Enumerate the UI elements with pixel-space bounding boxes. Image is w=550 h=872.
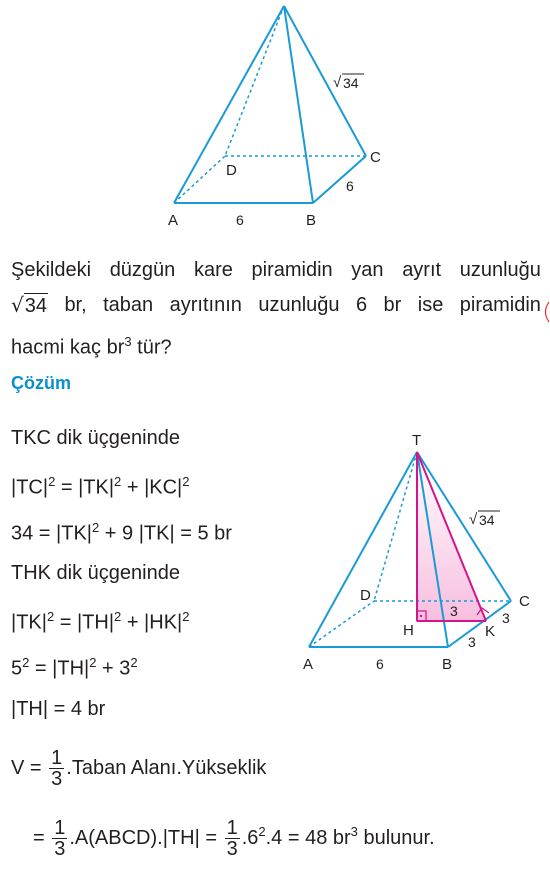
q2-w8: piramidin (459, 294, 541, 316)
question-line-1 (11, 258, 541, 282)
label-T: T (412, 432, 422, 449)
step-numeric: $5^2 = |TH|^2 + 3^2$ (11, 655, 138, 680)
step-thk: THK dik üçgeninde (11, 562, 180, 584)
question-line-2 (11, 293, 541, 318)
sqrt-symbol: √ (469, 511, 478, 528)
volume-formula: V = $\frac{1}{3}$ .Taban Alanı.Yükseklik (11, 747, 267, 790)
label-H: H (403, 622, 414, 639)
label-bk: 3 (468, 634, 476, 650)
q2-w3: ayrıtının (169, 294, 242, 316)
step-pythagoras-1: $|TC|^2 = |TK|^2 + |KC|^2$ (11, 474, 190, 499)
q1-w5: yan (351, 259, 384, 281)
pyramid-figure-solution (290, 425, 550, 680)
q1-w3: kare (193, 259, 233, 281)
q2-w7: ise (417, 294, 444, 316)
label-ab: 6 (236, 212, 244, 228)
volume-result: = $\frac{1}{3}$ .A(ABCD).|TH| = $\frac{1}{3}$ $.6^2.4 = 48$ $br^3$ bulunur. (33, 817, 435, 860)
label-D: D (360, 587, 371, 604)
q2-w5: 6 (355, 294, 368, 316)
q1-w1: Şekildeki (11, 259, 92, 281)
label-bc: 6 (346, 178, 354, 194)
label-edge: 34 (479, 512, 495, 528)
q2-w4: uzunluğu (258, 294, 340, 316)
margin-mark (540, 300, 550, 324)
label-hk: 3 (450, 603, 458, 619)
label-kc: 3 (502, 610, 510, 626)
step-pythagoras-2: $|TK|^2 = |TH|^2 + |HK|^2$ (11, 609, 190, 634)
label-C: C (370, 149, 381, 166)
label-K: K (485, 623, 496, 640)
q2-w6: br (383, 294, 402, 316)
step-th-value: |TH| = 4 br (11, 698, 106, 720)
fraction-one-third: $\frac{1}{3}$ (51, 747, 63, 790)
label-D: D (226, 162, 237, 179)
q1-w4: piramidin (251, 259, 333, 281)
question-line-3: hacmi kaç $br^3$ tür? (11, 334, 172, 359)
pyramid-figure-top (0, 0, 550, 240)
label-ab: 6 (376, 656, 384, 672)
sqrt-symbol: √ (333, 74, 342, 91)
step-tkc: TKC dik üçgeninde (11, 427, 180, 449)
label-A: A (303, 656, 314, 673)
q1-w7: uzunluğu (459, 259, 541, 281)
sqrt-34: √34 (11, 293, 47, 317)
q1-w2: düzgün (109, 259, 176, 281)
q1-w6: ayrıt (402, 259, 442, 281)
q2-w2: taban (103, 294, 154, 316)
step-tk-value: $34 = |TK|^2 + 9$ |TK| = 5 br (11, 520, 232, 545)
label-edge: 34 (343, 75, 359, 91)
label-A: A (168, 212, 179, 229)
label-C: C (519, 593, 530, 610)
label-B: B (442, 656, 453, 673)
solution-heading: Çözüm (11, 373, 71, 393)
label-B: B (306, 212, 317, 229)
q2-w1: br, (64, 294, 87, 316)
